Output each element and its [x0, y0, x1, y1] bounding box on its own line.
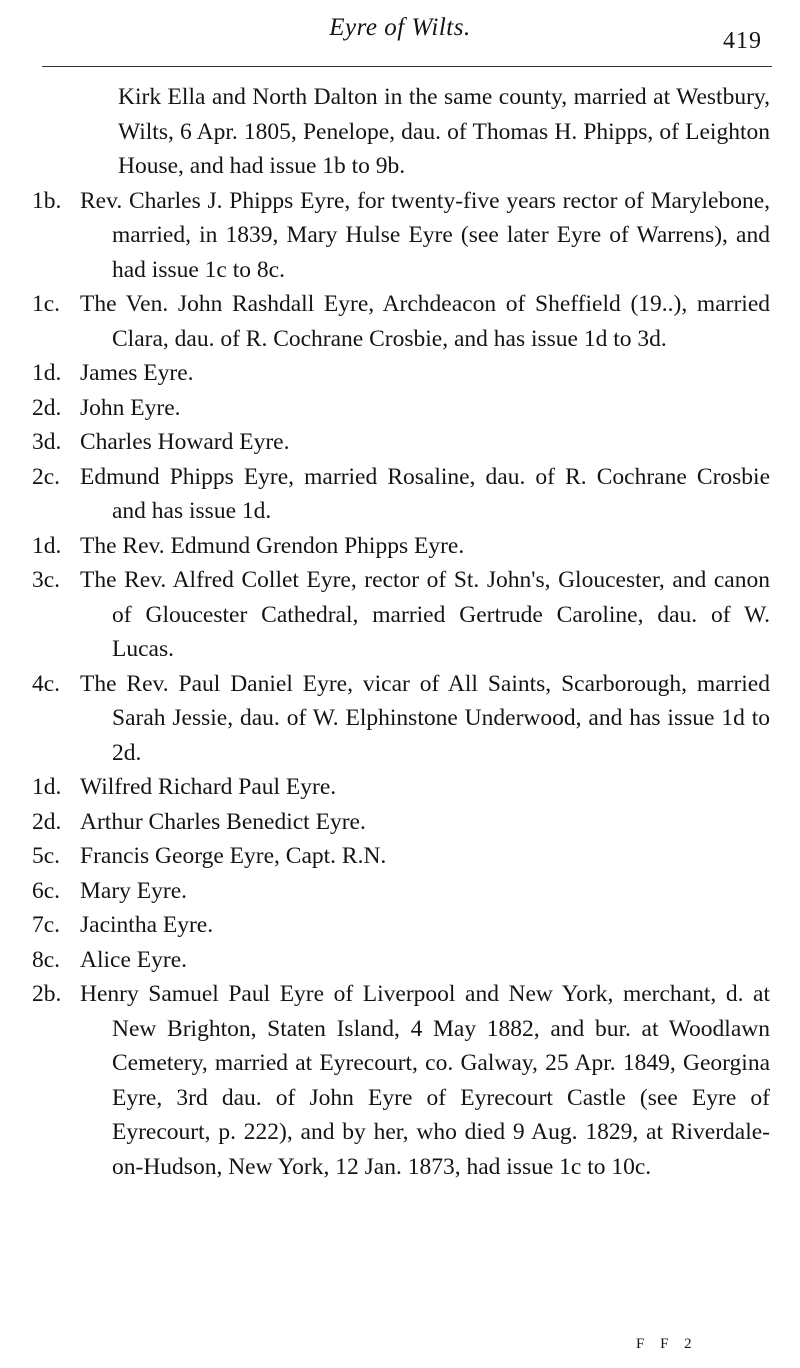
entry-text: Francis George Eyre, Capt. R.N. — [80, 843, 387, 869]
genealogy-entry — [30, 356, 770, 391]
genealogy-entry — [30, 460, 770, 529]
entry-text: Arthur Charles Benedict Eyre. — [80, 808, 366, 835]
signature-mark: F F 2 — [636, 1336, 698, 1352]
entry-marker: 5c. — [32, 843, 61, 869]
genealogy-entry — [30, 287, 770, 356]
entry-marker: 1d. — [32, 532, 62, 559]
genealogy-entry — [30, 563, 770, 667]
header-rule — [42, 66, 772, 67]
entry-text: The Rev. Paul Daniel Eyre, vicar of All Saints, Scarborough, married Sarah Jessie, dau. of W. Elphinstone Underwood, and has issue 1d to 2d. — [80, 670, 770, 766]
continuation-paragraph: Kirk Ella and North Dalton in the same county, married at Westbury, Wilts, 6 Apr. 1805, Penelope, dau. of Thomas H. Phipps, of Leighton House, and had issue 1b to 9b. — [118, 84, 770, 179]
entry-marker: 2b. — [32, 981, 62, 1007]
genealogy-entry — [30, 839, 770, 874]
entry-marker: 1c. — [32, 291, 61, 317]
entry-marker: 2d. — [32, 808, 62, 835]
entry-marker: 1d. — [32, 774, 62, 800]
entry-marker: 3d. — [32, 429, 62, 455]
entry-text: The Ven. John Rashdall Eyre, Archdeacon of Sheffield (19..), married Clara, dau. of R. Cochrane Crosbie, and has issue 1d to 3d. — [80, 291, 770, 352]
entry-text: Edmund Phipps Eyre, married Rosaline, dau. of R. Cochrane Crosbie and has issue 1d. — [80, 463, 770, 524]
entry-marker: 3c. — [32, 567, 61, 593]
genealogy-entry — [30, 977, 770, 1184]
genealogy-entry — [30, 908, 770, 943]
genealogy-entry — [30, 184, 770, 288]
genealogy-entry — [30, 529, 770, 564]
entry-text: James Eyre. — [80, 360, 194, 386]
genealogy-entry — [30, 943, 770, 978]
genealogy-entry — [30, 391, 770, 426]
entry-text: The Rev. Edmund Grendon Phipps Eyre. — [80, 532, 465, 559]
entry-marker: 8c. — [32, 946, 61, 973]
genealogy-entry — [30, 805, 770, 840]
entry-marker: 1d. — [32, 360, 62, 386]
entry-text: Jacintha Eyre. — [80, 912, 214, 938]
entry-text: John Eyre. — [80, 394, 181, 421]
entry-text: The Rev. Alfred Collet Eyre, rector of St. John's, Gloucester, and canon of Gloucester Cathedral, married Gertrude Caroline, dau. of W. Lucas. — [80, 567, 770, 662]
page-number: 419 — [723, 28, 762, 54]
entry-marker: 4c. — [32, 670, 61, 697]
running-head-title: Eyre of Wilts. — [329, 14, 471, 41]
entry-marker: 2d. — [32, 394, 62, 421]
genealogy-entry — [30, 425, 770, 460]
text-body — [30, 80, 770, 1184]
entry-marker: 6c. — [32, 877, 61, 904]
entry-text: Charles Howard Eyre. — [80, 429, 290, 455]
entry-text: Henry Samuel Paul Eyre of Liverpool and New York, merchant, d. at New Brighton, Staten Island, 4 May 1882, and bur. at Woodlawn Cemetery, married at Eyrecourt, co. Galway, 25 Apr. 1849, Georgina Eyre, 3rd dau. of John Eyre of Eyrecourt Castle (see Eyre of Eyrecourt, p. 222), and by her, who died 9 Aug. 1829, at Riverdale-on-Hudson, New York, 12 Jan. 1873, had issue 1c to 10c. — [80, 981, 770, 1180]
entry-marker: 2c. — [32, 463, 61, 490]
entry-text: Wilfred Richard Paul Eyre. — [80, 774, 337, 800]
genealogy-entry — [30, 667, 770, 771]
entry-text: Alice Eyre. — [80, 946, 188, 973]
entry-marker: 7c. — [32, 912, 61, 938]
genealogy-entries — [30, 184, 770, 1185]
entry-text: Mary Eyre. — [80, 877, 188, 904]
entry-text: Rev. Charles J. Phipps Eyre, for twenty-five years rector of Marylebone, married, in 1839, Mary Hulse Eyre (see later Eyre of Warrens), and had issue 1c to 8c. — [80, 187, 770, 283]
entry-marker: 1b. — [32, 187, 62, 214]
genealogy-entry — [30, 874, 770, 909]
genealogy-entry — [30, 770, 770, 805]
